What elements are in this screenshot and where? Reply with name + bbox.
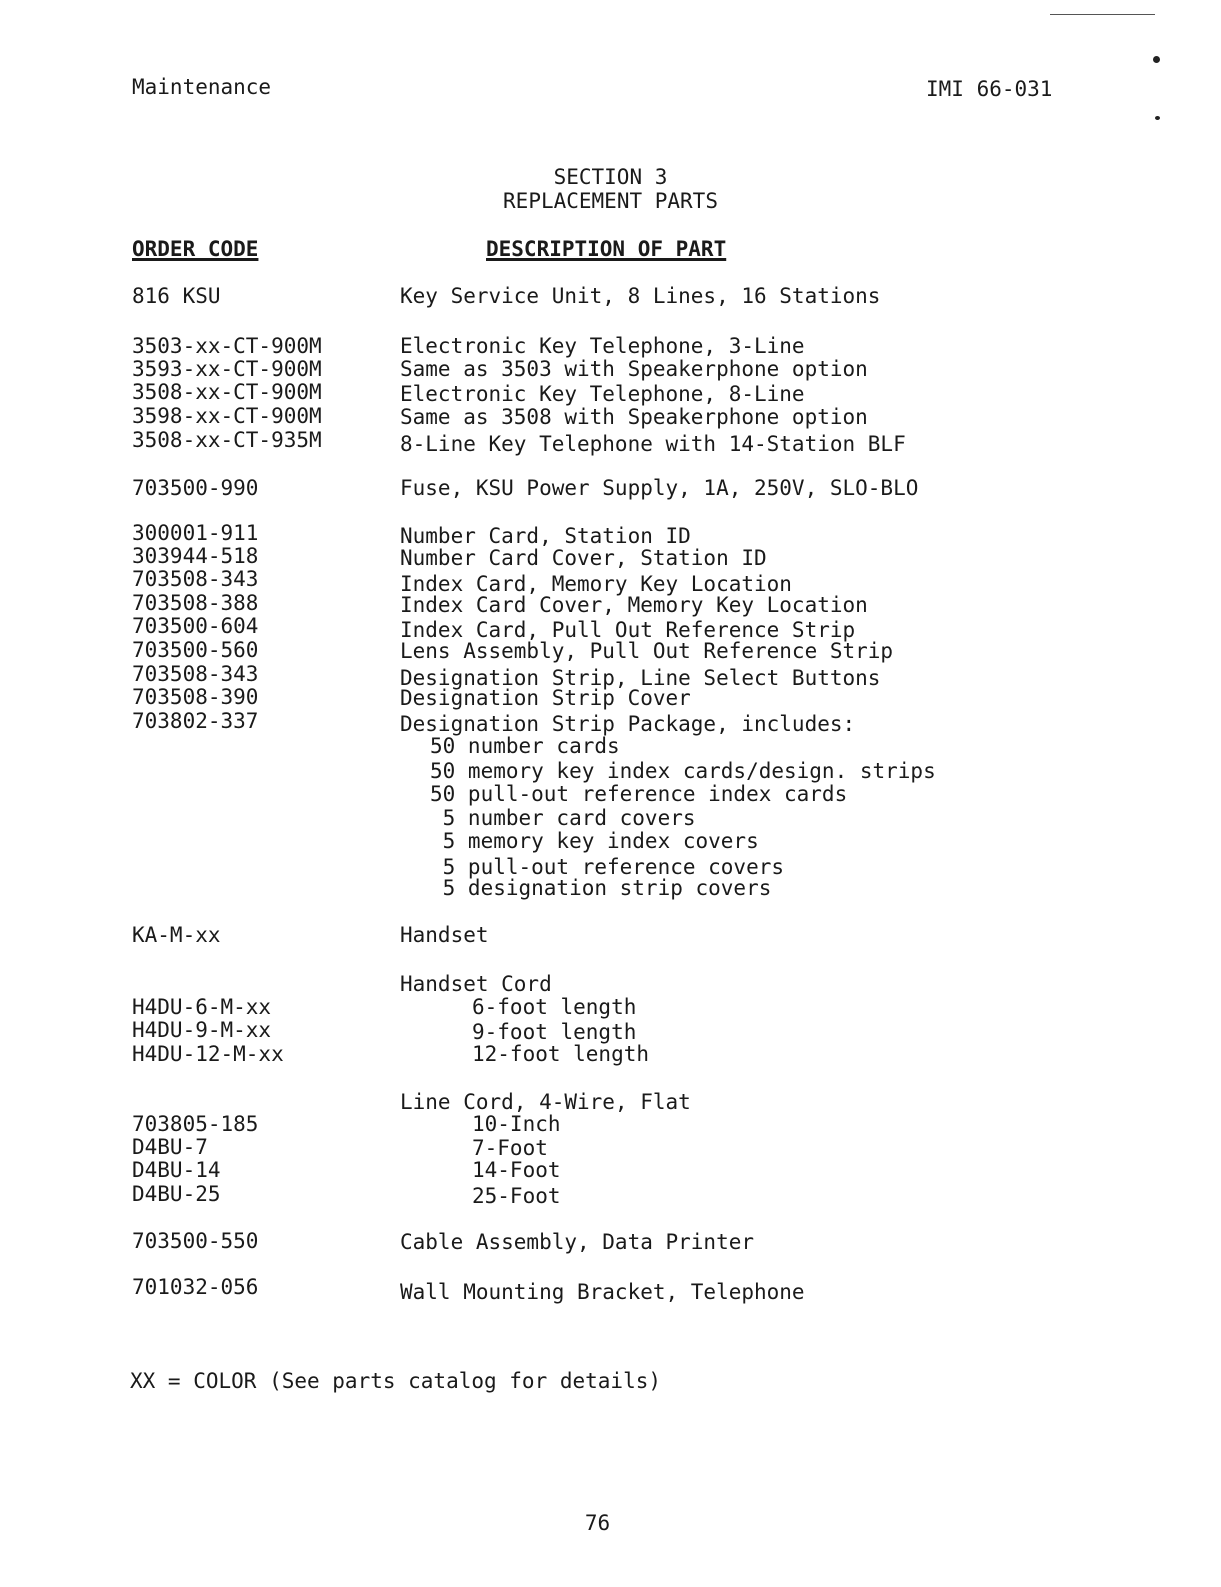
scan-speck (1153, 56, 1160, 63)
row-code: 703508-388 (132, 591, 259, 615)
row-code: 3508-xx-CT-900M (132, 380, 322, 404)
row-code: 3598-xx-CT-900M (132, 404, 322, 428)
line-cord-desc: 25-Foot (472, 1184, 561, 1208)
row-code: 300001-911 (132, 521, 259, 545)
row-desc: Same as 3503 with Speakerphone option (400, 357, 868, 381)
row-code: 703500-990 (132, 476, 259, 500)
handset-cord-code: H4DU-6-M-xx (132, 995, 272, 1019)
row-desc: Lens Assembly, Pull Out Reference Strip (400, 639, 894, 663)
row-code: 703508-390 (132, 685, 259, 709)
scan-speck (1155, 116, 1160, 120)
line-cord-code: 703805-185 (132, 1112, 259, 1136)
handset-cord-desc: 6-foot length (472, 995, 637, 1019)
row-code: 703508-343 (132, 567, 259, 591)
order-code-heading: ORDER CODE (132, 237, 259, 261)
section-number: SECTION 3 (553, 165, 668, 189)
handset-cord-code: H4DU-9-M-xx (132, 1018, 272, 1042)
handset-cord-code: H4DU-12-M-xx (132, 1042, 284, 1066)
row-desc: Index Card, Memory Key Location (400, 572, 792, 596)
package-item: 50 memory key index cards/design. strips (430, 759, 936, 783)
line-cord-code: D4BU-25 (132, 1182, 221, 1206)
top-edge-rule (1050, 14, 1155, 15)
row-desc: Key Service Unit, 8 Lines, 16 Stations (400, 284, 881, 308)
row-code: 703500-560 (132, 638, 259, 662)
package-item: 5 memory key index covers (430, 829, 759, 853)
line-cord-desc: 14-Foot (472, 1158, 561, 1182)
row-code: 816 KSU (132, 284, 221, 308)
header-right: IMI 66-031 (926, 77, 1053, 101)
cable-code: 703500-550 (132, 1229, 259, 1253)
line-cord-code: D4BU-14 (132, 1158, 221, 1182)
footer-note: XX = COLOR (See parts catalog for details) (130, 1369, 662, 1393)
handset-cord-desc: 12-foot length (472, 1042, 650, 1066)
description-heading: DESCRIPTION OF PART (486, 237, 727, 261)
line-cord-code: D4BU-7 (132, 1135, 208, 1159)
line-cord-desc: 10-Inch (472, 1112, 561, 1136)
row-desc: Index Card, Pull Out Reference Strip (400, 618, 856, 642)
line-cord-title: Line Cord, 4-Wire, Flat (400, 1090, 691, 1114)
line-cord-desc: 7-Foot (472, 1136, 548, 1160)
row-code: 703508-343 (132, 662, 259, 686)
bracket-desc: Wall Mounting Bracket, Telephone (400, 1280, 805, 1304)
package-item: 50 number cards (430, 734, 620, 758)
handset-code: KA-M-xx (132, 923, 221, 947)
row-desc: Designation Strip, Line Select Buttons (400, 666, 881, 690)
bracket-code: 701032-056 (132, 1275, 259, 1299)
row-desc: Index Card Cover, Memory Key Location (400, 593, 868, 617)
row-code: 303944-518 (132, 544, 259, 568)
handset-cord-title: Handset Cord (400, 972, 552, 996)
row-desc: Same as 3508 with Speakerphone option (400, 405, 868, 429)
package-item: 5 pull-out reference covers (430, 855, 785, 879)
row-code: 703802-337 (132, 709, 259, 733)
row-desc: 8-Line Key Telephone with 14-Station BLF (400, 432, 906, 456)
row-desc: Designation Strip Cover (400, 686, 691, 710)
section-title: REPLACEMENT PARTS (503, 189, 718, 213)
header-left: Maintenance (132, 75, 272, 99)
row-desc: Number Card, Station ID (400, 524, 691, 548)
handset-cord-desc: 9-foot length (472, 1020, 637, 1044)
row-code: 3503-xx-CT-900M (132, 334, 322, 358)
package-item: 5 number card covers (430, 806, 696, 830)
row-desc: Electronic Key Telephone, 3-Line (400, 334, 805, 358)
row-code: 3593-xx-CT-900M (132, 357, 322, 381)
package-item: 5 designation strip covers (430, 876, 772, 900)
row-code: 703500-604 (132, 614, 259, 638)
handset-desc: Handset (400, 923, 489, 947)
page-number: 76 (584, 1511, 611, 1535)
row-code: 3508-xx-CT-935M (132, 428, 322, 452)
row-desc: Designation Strip Package, includes: (400, 712, 856, 736)
cable-desc: Cable Assembly, Data Printer (400, 1230, 755, 1254)
package-item: 50 pull-out reference index cards (430, 782, 848, 806)
row-desc: Fuse, KSU Power Supply, 1A, 250V, SLO-BLO (400, 476, 919, 500)
row-desc: Number Card Cover, Station ID (400, 546, 767, 570)
row-desc: Electronic Key Telephone, 8-Line (400, 382, 805, 406)
